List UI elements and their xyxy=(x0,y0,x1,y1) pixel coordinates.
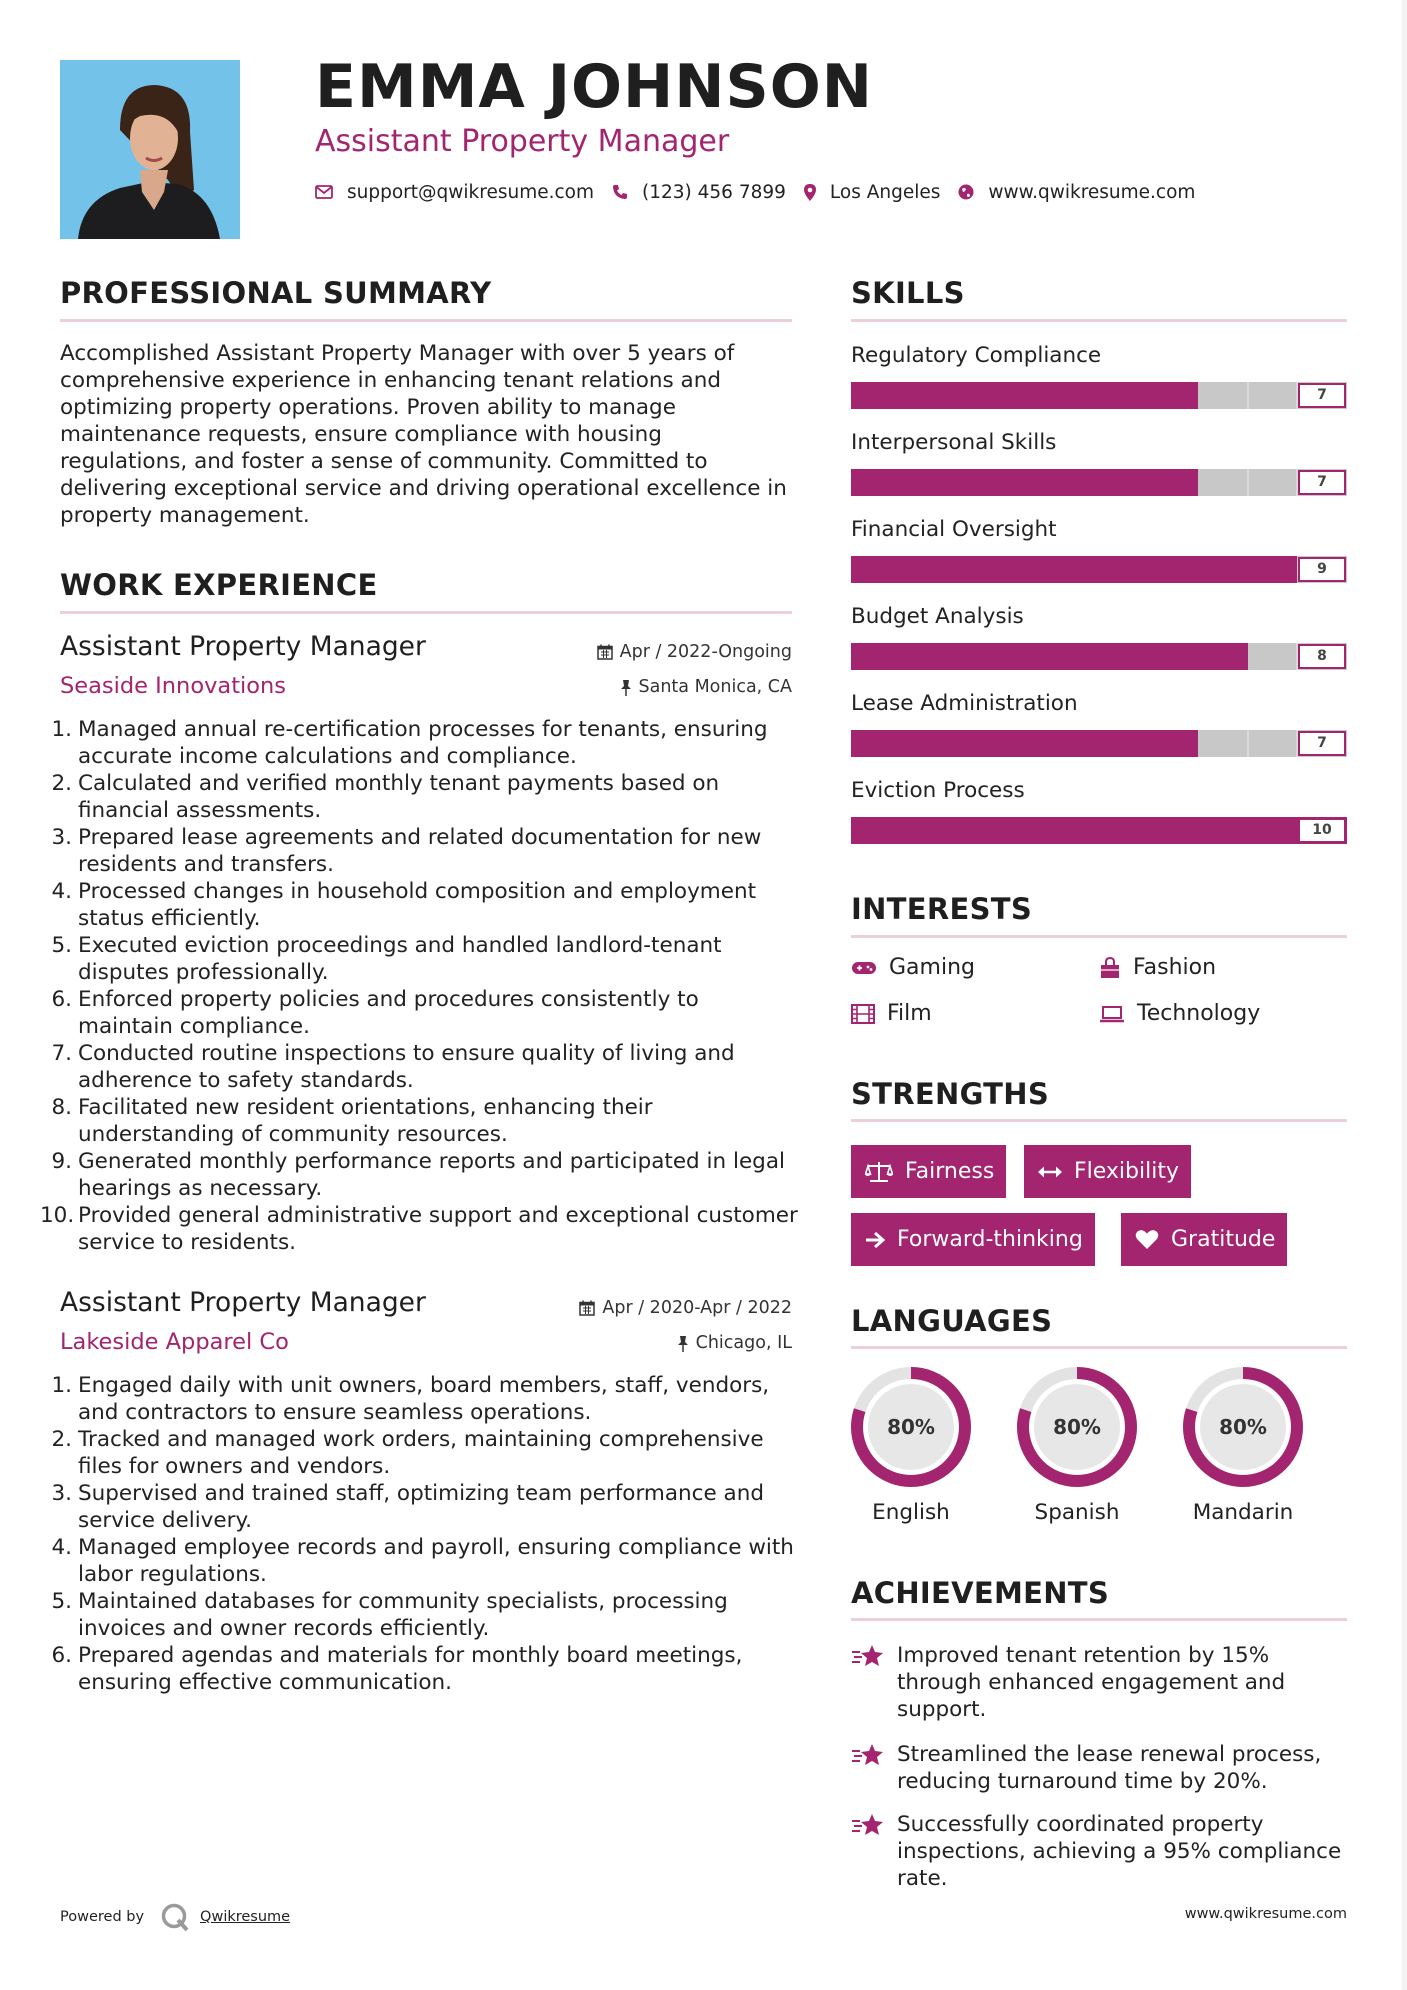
strengths-divider xyxy=(851,1119,1347,1122)
globe-icon xyxy=(958,184,974,200)
strength-badge xyxy=(851,1145,1006,1198)
skill-level: 7 xyxy=(1298,383,1346,408)
heart-icon xyxy=(1135,1229,1159,1250)
contact-bar xyxy=(315,180,1213,204)
job-location xyxy=(620,677,793,697)
summary-text: Accomplished Assistant Property Manager with over 5 years of comprehensive experience in enhancing tenant relations and optimizing property operations. Proven ability to manage maintenance requests, ensure compliance with housing regulations, and foster a sense of community. Committed to delivering exceptional service and driving operational excellence in property management. xyxy=(60,341,787,528)
job-location-text: Santa Monica, CA xyxy=(638,677,792,697)
skill-bar xyxy=(851,643,1347,670)
interest-gaming xyxy=(851,955,975,980)
skill-segment-divider xyxy=(1247,382,1249,409)
skill-bar-fill xyxy=(851,730,1198,757)
contact-email[interactable] xyxy=(315,182,594,203)
language-label: English xyxy=(872,1500,950,1525)
skill-bar-fill xyxy=(851,469,1198,496)
qwikresume-logo-icon xyxy=(160,1902,190,1932)
list-item: 2. Tracked and managed work orders, maintaining comprehensive files for owners and vendors. xyxy=(51,1427,764,1479)
map-marker-icon xyxy=(804,184,816,201)
list-item: 4. Managed employee records and payroll, ensuring compliance with labor regulations. xyxy=(51,1535,794,1587)
shooting-star-icon xyxy=(851,1812,885,1838)
languages-divider xyxy=(851,1346,1347,1349)
skill-bar-fill xyxy=(851,817,1347,844)
interest-label: Technology xyxy=(1137,1001,1261,1026)
footer-website-link[interactable]: www.qwikresume.com xyxy=(1184,1906,1347,1922)
skill-bar-fill xyxy=(851,556,1297,583)
balance-scale-icon xyxy=(865,1161,893,1183)
skill-label: Interpersonal Skills xyxy=(851,430,1057,455)
achievement-item xyxy=(851,1741,1351,1795)
strength-label: Fairness xyxy=(905,1159,995,1184)
skill-level: 7 xyxy=(1298,470,1346,495)
pin-icon xyxy=(620,679,632,696)
film-icon xyxy=(851,1004,875,1024)
skill-label: Lease Administration xyxy=(851,691,1078,716)
language-percent: 80% xyxy=(887,1415,935,1439)
strength-badge xyxy=(1024,1145,1191,1198)
envelope-icon xyxy=(315,185,333,199)
skill-level: 7 xyxy=(1298,731,1346,756)
skills-heading: SKILLS xyxy=(851,276,965,310)
achievement-item xyxy=(851,1642,1351,1723)
skill-bar-fill xyxy=(851,643,1248,670)
email-text: support@qwikresume.com xyxy=(347,181,594,203)
strength-label: Forward-thinking xyxy=(897,1227,1083,1252)
language-label: Mandarin xyxy=(1192,1500,1294,1525)
skill-label: Financial Oversight xyxy=(851,517,1057,542)
candidate-title: Assistant Property Manager xyxy=(315,124,730,159)
skill-level: 10 xyxy=(1298,818,1346,843)
job-title: Assistant Property Manager xyxy=(60,631,426,662)
strength-badge xyxy=(1121,1213,1287,1266)
list-item: 4. Processed changes in household composition and employment status efficiently. xyxy=(51,879,757,931)
skill-bar-fill xyxy=(851,382,1198,409)
skill-label: Regulatory Compliance xyxy=(851,343,1102,368)
job-title: Assistant Property Manager xyxy=(60,1287,426,1318)
strength-badge xyxy=(851,1213,1095,1266)
list-item: 8. Facilitated new resident orientations, enhancing their understanding of community resources. xyxy=(51,1095,653,1147)
list-item: 5. Executed eviction proceedings and handled landlord-tenant disputes professionally. xyxy=(51,933,722,985)
job-bullets xyxy=(40,1372,800,1696)
skill-segment-divider xyxy=(1247,469,1249,496)
job-company: Lakeside Apparel Co xyxy=(60,1329,289,1355)
job-bullets xyxy=(40,716,800,1256)
contact-location xyxy=(804,182,941,203)
skill-segment-divider xyxy=(1247,730,1249,757)
achievement-item xyxy=(851,1811,1351,1892)
phone-text: (123) 456 7899 xyxy=(642,181,786,203)
arrows-horizontal-icon xyxy=(1038,1165,1062,1179)
strength-label: Gratitude xyxy=(1171,1227,1276,1252)
language-ring xyxy=(1182,1366,1304,1488)
job-company: Seaside Innovations xyxy=(60,673,287,699)
list-item: 3. Prepared lease agreements and related documentation for new residents and transfers. xyxy=(51,825,762,877)
laptop-icon xyxy=(1099,1005,1125,1023)
skill-label: Eviction Process xyxy=(851,778,1025,803)
footer-powered-by xyxy=(60,1902,290,1932)
contact-phone[interactable] xyxy=(612,182,786,203)
interest-film xyxy=(851,1001,932,1026)
list-item: 7. Conducted routine inspections to ensure quality of living and adherence to safety standards. xyxy=(51,1041,735,1093)
language-item xyxy=(1182,1366,1304,1525)
interest-technology xyxy=(1099,1001,1260,1026)
pin-icon xyxy=(677,1335,689,1352)
language-percent: 80% xyxy=(1219,1415,1267,1439)
strength-label: Flexibility xyxy=(1074,1159,1179,1184)
skill-level: 9 xyxy=(1298,557,1346,582)
website-text: www.qwikresume.com xyxy=(988,181,1196,203)
skill-label: Budget Analysis xyxy=(851,604,1024,629)
language-ring xyxy=(850,1366,972,1488)
candidate-name: EMMA JOHNSON xyxy=(315,52,873,122)
contact-website[interactable] xyxy=(958,182,1195,203)
interests-heading: INTERESTS xyxy=(851,892,1033,926)
skill-bar xyxy=(851,469,1347,496)
list-item: 2. Calculated and verified monthly tenant payments based on financial assessments. xyxy=(51,771,720,823)
list-item: 5. Maintained databases for community specialists, processing invoices and owner records efficiently. xyxy=(51,1589,728,1641)
list-item: 1. Engaged daily with unit owners, board members, staff, vendors, and contractors to ensure seamless operations. xyxy=(51,1373,770,1425)
experience-divider xyxy=(60,611,792,614)
interest-label: Fashion xyxy=(1133,955,1217,980)
shooting-star-icon xyxy=(851,1742,885,1768)
list-item: 10. Provided general administrative support and exceptional customer service to residents. xyxy=(40,1203,798,1255)
job-dates xyxy=(597,642,792,662)
achievement-text: Successfully coordinated property inspections, achieving a 95% compliance rate. xyxy=(897,1812,1342,1891)
calendar-icon xyxy=(579,1300,595,1316)
languages-heading: LANGUAGES xyxy=(851,1304,1053,1338)
job-location xyxy=(677,1333,792,1353)
list-item: 1. Managed annual re-certification processes for tenants, ensuring accurate income calculations and compliance. xyxy=(51,717,768,769)
phone-icon xyxy=(612,184,628,200)
arrow-right-icon xyxy=(865,1231,885,1249)
interest-fashion xyxy=(1099,955,1216,980)
experience-heading: WORK EXPERIENCE xyxy=(60,568,378,602)
list-item: 6. Prepared agendas and materials for monthly board meetings, ensuring effective communication. xyxy=(51,1643,743,1695)
achievements-heading: ACHIEVEMENTS xyxy=(851,1576,1110,1610)
job-location-text: Chicago, IL xyxy=(695,1333,792,1353)
footer-brand-link[interactable]: Qwikresume xyxy=(200,1909,291,1925)
summary-heading: PROFESSIONAL SUMMARY xyxy=(60,276,492,310)
strengths-heading: STRENGTHS xyxy=(851,1077,1050,1111)
achievements-divider xyxy=(851,1618,1347,1621)
language-percent: 80% xyxy=(1053,1415,1101,1439)
list-item: 9. Generated monthly performance reports and participated in legal hearings as necessary. xyxy=(51,1149,785,1201)
shooting-star-icon xyxy=(851,1643,885,1669)
shopping-bag-icon xyxy=(1099,957,1121,979)
skill-bar xyxy=(851,556,1347,583)
language-item xyxy=(850,1366,972,1525)
interest-label: Film xyxy=(887,1001,932,1026)
location-text: Los Angeles xyxy=(829,181,941,203)
skill-level: 8 xyxy=(1298,644,1346,669)
job-dates-text: Apr / 2020-Apr / 2022 xyxy=(602,1298,792,1318)
calendar-icon xyxy=(597,644,613,660)
list-item: 3. Supervised and trained staff, optimizing team performance and service delivery. xyxy=(51,1481,764,1533)
language-ring xyxy=(1016,1366,1138,1488)
list-item: 6. Enforced property policies and procedures consistently to maintain compliance. xyxy=(51,987,699,1039)
skill-bar xyxy=(851,817,1347,844)
skill-bar xyxy=(851,730,1347,757)
profile-photo xyxy=(60,60,240,239)
language-item xyxy=(1016,1366,1138,1525)
interests-divider xyxy=(851,935,1347,938)
interest-label: Gaming xyxy=(889,955,975,980)
language-label: Spanish xyxy=(1034,1500,1120,1525)
skill-bar xyxy=(851,382,1347,409)
powered-by-text: Powered by xyxy=(60,1909,145,1925)
achievement-text: Improved tenant retention by 15% through enhanced engagement and support. xyxy=(897,1643,1286,1722)
achievement-text: Streamlined the lease renewal process, reducing turnaround time by 20%. xyxy=(897,1742,1322,1794)
skills-divider xyxy=(851,319,1347,322)
job-dates xyxy=(579,1298,792,1318)
summary-divider xyxy=(60,319,792,322)
job-dates-text: Apr / 2022-Ongoing xyxy=(619,642,792,662)
gamepad-icon xyxy=(851,960,877,976)
